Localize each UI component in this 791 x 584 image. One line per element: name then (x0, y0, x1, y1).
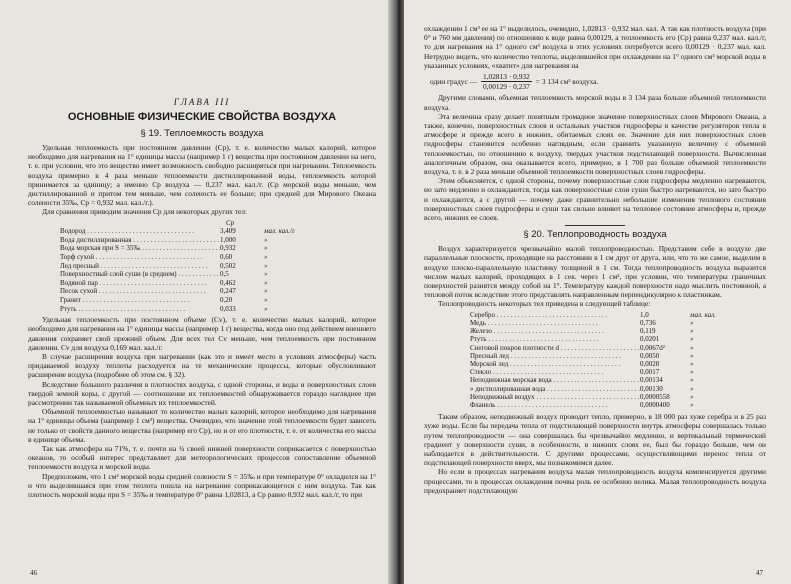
row-name: Лед пресный . . . (60, 262, 220, 271)
row-value: 0,0201 (640, 335, 660, 344)
row-value: 0,0028 (640, 359, 660, 368)
row-value: 0,247 (220, 287, 236, 296)
table-row (60, 296, 330, 305)
table-row (60, 236, 330, 245)
table-row (470, 344, 750, 352)
row-unit: мал. кал. (690, 310, 716, 319)
row-value: 0,0000558 (640, 392, 670, 401)
row-unit: » (264, 244, 268, 253)
table-row (470, 401, 750, 409)
table-row (470, 327, 750, 335)
chapter-heading: ГЛАВА III (173, 97, 231, 107)
divider (565, 225, 625, 226)
table-row (470, 385, 750, 393)
paragraph: В случае расширения воздуха при нагревании (как это и имеет место в условиях атмосферы) часть придаваемой воздуху теплоты расходуется на те механические процессы, которые обусловливают расширение воздуха (подробнее об этом см. § 32). (28, 351, 376, 380)
row-name: Вода дистиллированная . . . (60, 236, 220, 245)
row-name: Снеговой покров плотности d . . . (470, 344, 640, 352)
row-unit: » (264, 287, 268, 296)
row-unit: » (690, 318, 694, 327)
row-name: Стекло . . . (470, 368, 640, 376)
row-value: 0,00130 (640, 384, 663, 393)
paragraph: Удельная теплоемкость при постоянном объеме (Cv), т. е. количество малых калорий, которое необходимо для нагревания на 1° единицы массы (например 1 г) вещества, когда оно под действием внешнего давления сохраняет свой прежний объем. Для всех тел Cv меньше, чем теплоемкость при постоянном давлении. Cv для воздуха 0,169 мал. кал./г. (28, 315, 376, 352)
row-unit: » (264, 278, 268, 287)
row-value: 0,932 (220, 244, 236, 253)
formula (430, 72, 766, 91)
row-unit: » (690, 335, 694, 344)
row-name: Железо . . . (470, 327, 640, 335)
row-name: Гранит . . . (60, 296, 220, 305)
paragraph: Эта величина сразу делает понятным громадное значение поверхностных слоев Мирового Океана, а также, конечно, поверхностных слоев и остальных участков гидросферы в качестве регуляторов тепла в атмосфере и прежде всего в нижних, обитаемых слоях ее. Значение для них поверхностных слоев гидросферы становится особенно наглядным, если сравнить указанную величину с объемной теплоемкостью, по отношению к воздуху, твердых участков подстилающей поверхности. Вычисленная аналогичным образом, она оказывается всего, примерно, в 1 700 раз больше объемной теплоемкости воздуха, т. е. в 2 раза меньше объемной теплоемкости поверхностных слоев гидросферы. (424, 111, 766, 177)
row-unit: » (690, 327, 694, 336)
table-row (60, 253, 330, 262)
row-value: 0,0017 (640, 368, 660, 377)
row-value: 0,60 (220, 253, 233, 261)
row-value: 0,502 (220, 261, 236, 270)
table-row (470, 311, 750, 319)
left-page (0, 0, 392, 584)
row-value: 0,736 (640, 318, 656, 327)
formula-denominator: 0,00129 · 0,237 (482, 82, 530, 92)
paragraph: Этим объясняется, с одной стороны, почему поверхностные слои гидросферы медленно нагреваются, но зато медленно и охлаждаются, тогда как поверхностные слои суши быстро нагреваются, но зато быстро и охлаждаются, а с другой — почему даже сравнительно небольшие изменения теплового состояния поверхностных слоев гидросферы и суши так сильно влияют на тепловое состояние атмосферы и, прежде всего, нижних ее слоев. (424, 176, 766, 223)
row-value: 0,462 (220, 278, 236, 287)
table-row (60, 305, 330, 314)
formula-numerator: 1,02813 · 0,932 (482, 72, 530, 82)
formula-prefix: один градус — (430, 77, 477, 87)
row-name: Песок сухой . . . (60, 287, 220, 296)
row-unit: » (264, 253, 268, 261)
formula-result: = 3 134 см³ воздуха. (535, 77, 599, 87)
paragraph: Вследствие большого различия в плотностях воздуха, с одной стороны, и воды и поверхностных слоев твердой земной коры, с другой — соотношение их теплоемкостей обнаруживается гораздо нагляднее при рассмотрении так называемой объемных их теплоемкостей. (28, 379, 376, 407)
table-row (60, 262, 330, 271)
page-number: 47 (756, 568, 763, 577)
right-page (404, 0, 791, 584)
row-unit: » (690, 368, 694, 377)
section-heading-20: § 20. Теплопроводность воздуха (523, 229, 667, 241)
table-row (470, 319, 750, 327)
heat-capacity-table (60, 219, 330, 314)
chapter-title: ОСНОВНЫЕ ФИЗИЧЕСКИЕ СВОЙСТВА ВОЗДУХА (67, 111, 337, 123)
paragraph: Воздух характеризуется чрезвычайно малой теплопроводностью. Представим себе в воздухе две параллельные плоскости, проходящие на расстоянии в 1 см друг от друга, или, что то же самое, выделим в воздухе плоско-параллельную пластинку толщиной в 1 см. Тогда теплопроводность воздуха выразится числом малых калорий, проходящих в 1 сек. через 1 см², при условии, что температуры граничных поверхностей разнятся между собой на 1°. Температуру каждой поверхности надо мыслить постоянной, а тепловой поток вследствие этого представлять направленным перпендикулярно к пластинкам. (424, 244, 766, 300)
row-name: Серебро . . . (470, 311, 640, 319)
paragraph: охлаждении 1 см³ ее на 1° выделилось, очевидно, 1,02813 · 0,932 мал. кал. А так как плотность воздуха (при 0° и 760 мм давления) по отношению к воде равна 0,00129, а теплоемкость его (Cp) равна 0,237 мал. кал./г, то для нагревания на 1° одного см³ воздуха в этих условиях потребуется всего 0,00129 · 0,237 мал. кал. Нетрудно видеть, что количество теплоты, выделившейся при охлаждении на 1° одного см³ морской воды в указанных условиях, «хватит» для нагревания на (424, 24, 766, 70)
row-unit: » (264, 304, 268, 313)
row-unit: » (690, 392, 694, 401)
row-value: 0,0000400 (640, 400, 670, 409)
row-unit: » (690, 343, 694, 352)
row-name: Водяной пар . . . (60, 279, 220, 288)
table-row (470, 368, 750, 376)
row-name: Фланель . . . (470, 401, 640, 409)
row-name: » дистиллированная вода . . . (470, 385, 640, 393)
table-row (60, 227, 330, 236)
row-name: Ртуть . . . (470, 335, 640, 343)
row-value: 0,00134 (640, 376, 663, 385)
row-value: 0,0067d² (640, 343, 665, 352)
table-row (470, 376, 750, 384)
conductivity-table (470, 311, 750, 409)
table-row (60, 279, 330, 288)
row-name: Ртуть . . . (60, 305, 220, 314)
row-unit: » (690, 384, 694, 393)
row-name: Неподвижная морская вода . . . (470, 376, 640, 384)
table-header: Cp (226, 218, 235, 227)
row-name: Неподвижный воздух . . . (470, 393, 640, 401)
table-row (60, 270, 330, 279)
row-name: Вода морская при S = 35‰ . . . (60, 244, 220, 253)
row-value: 0,119 (640, 327, 656, 336)
paragraph: Для сравнения приводим значения Cp для некоторых других тел: (42, 207, 247, 217)
row-unit: мал. кал./г (264, 227, 295, 236)
paragraph: Но если в процессах нагревания воздуха малая теплопроводность воздуха компенсируется другими процессами, то в процессах охлаждения почвы роль ее особенно велика. Малая теплопроводность воздуха предохраняет подстилающую (424, 467, 766, 495)
row-unit: » (264, 235, 268, 244)
paragraph: Так как атмосфера на 71%, т. е. почти на ¾ своей нижней поверхности соприкасается с поверхностью океанов, то особый интерес представляет для метеорологических процессов сопоставление объемной теплоемкости воздуха и морской воды. (28, 444, 376, 472)
table-row (60, 244, 330, 253)
row-name: Медь . . . (470, 319, 640, 327)
row-name: Водород . . . (60, 227, 220, 236)
row-value: 0,20 (220, 295, 233, 304)
section-heading-19: § 19. Теплоемкость воздуха (140, 128, 264, 139)
paragraph: Другими словами, объемная теплоемкость морской воды в 3 134 раза больше объемной теплоемкости воздуха. (424, 93, 766, 112)
paragraph: Таким образом, неподвижный воздух проводит тепло, примерно, в 18 000 раз хуже серебра и в 25 раз хуже воды. Если бы передача тепла от подстилающей поверхности внутрь атмосферы совершалась только путем теплопроводности — она совершалась бы чрезвычайно медленно, и вертикальный термический градиент у поверхности суши, в особенности, в нижних слоях ее, был бы гораздо больше, чем он наблюдается в действительности. С другими процессами, осуществляющими перенос тепла от подстилающей поверхности вверх, мы познакомимся далее. (424, 412, 766, 468)
row-unit: » (690, 400, 694, 409)
row-value: 0,0050 (640, 351, 660, 360)
row-value: 3,409 (220, 227, 236, 236)
left-page-body (28, 96, 376, 499)
paragraph: Предположим, что 1 см³ морской воды средней солености S = 35‰ и при температуре 0° охладился на 1° и что выделившаяся при этом теплота пошла на нагревание соприкасающегося с ним воздуха. Так как плотность морской воды при S = 35‰ и температуре 0° равна 1,02813, а Cp равно 0,932 мал. кал./г, то при (28, 471, 376, 500)
row-name: Поверхностный слой суши (в среднем) . . . (60, 270, 220, 279)
table-row (470, 360, 750, 368)
row-value: 0,033 (220, 304, 236, 313)
right-page-body (424, 24, 766, 495)
paragraph: Теплопроводность некоторых тел приведена в следующей таблице: (438, 299, 651, 309)
row-unit: » (264, 261, 268, 270)
row-unit: » (264, 270, 268, 279)
table-row (470, 335, 750, 343)
paragraph: Объемной теплоемкостью называют то количество малых калорий, которое необходимо для нагревания на 1° единицы объема (например 1 см³) вещества. Очевидно, что значение этой теплоемкости будет зависеть не только от свойств данного вещества (например его Cp), но и от его плотности, т. е. от количества его массы в единице объема. (28, 407, 376, 444)
row-name: Морской лед . . . (470, 360, 640, 368)
formula-fraction (481, 72, 532, 91)
row-value: 1,000 (220, 235, 236, 244)
row-unit: » (690, 359, 694, 368)
row-value: 0,5 (220, 270, 229, 279)
table-row (470, 352, 750, 360)
row-name: Торф сухой . . . (60, 253, 220, 262)
paragraph: Удельная теплоемкость при постоянном давлении (Cp), т. е. количество малых калорий, которое необходимо для нагревания на 1° единицы массы (например 1 г) вещества при постоянном давлении на него, т. е. при условии, что это вещество имеет возможность свободно расширяться при нагревании. Теплоемкость воздуха примерно в 4 раза меньше теплоемкости дистиллированной воды, теплоемкость которой принимается за единицу; а именно Cp воздуха — 0,237 мал. кал./г. (Cp морской воды меньше, чем дистиллированной и притом тем меньше, чем соленость ее больше; при средней для Мирового Океана солености 35‰, Cp = 0,932 мал. кал./г.). (28, 143, 376, 208)
row-name: Пресный лед . . . (470, 352, 640, 360)
row-unit: » (690, 376, 694, 385)
page-number: 46 (30, 568, 37, 577)
row-unit: » (690, 351, 694, 360)
row-value: 1,0 (640, 310, 649, 319)
table-row (470, 393, 750, 401)
table-row (60, 287, 330, 296)
row-unit: » (264, 295, 268, 304)
